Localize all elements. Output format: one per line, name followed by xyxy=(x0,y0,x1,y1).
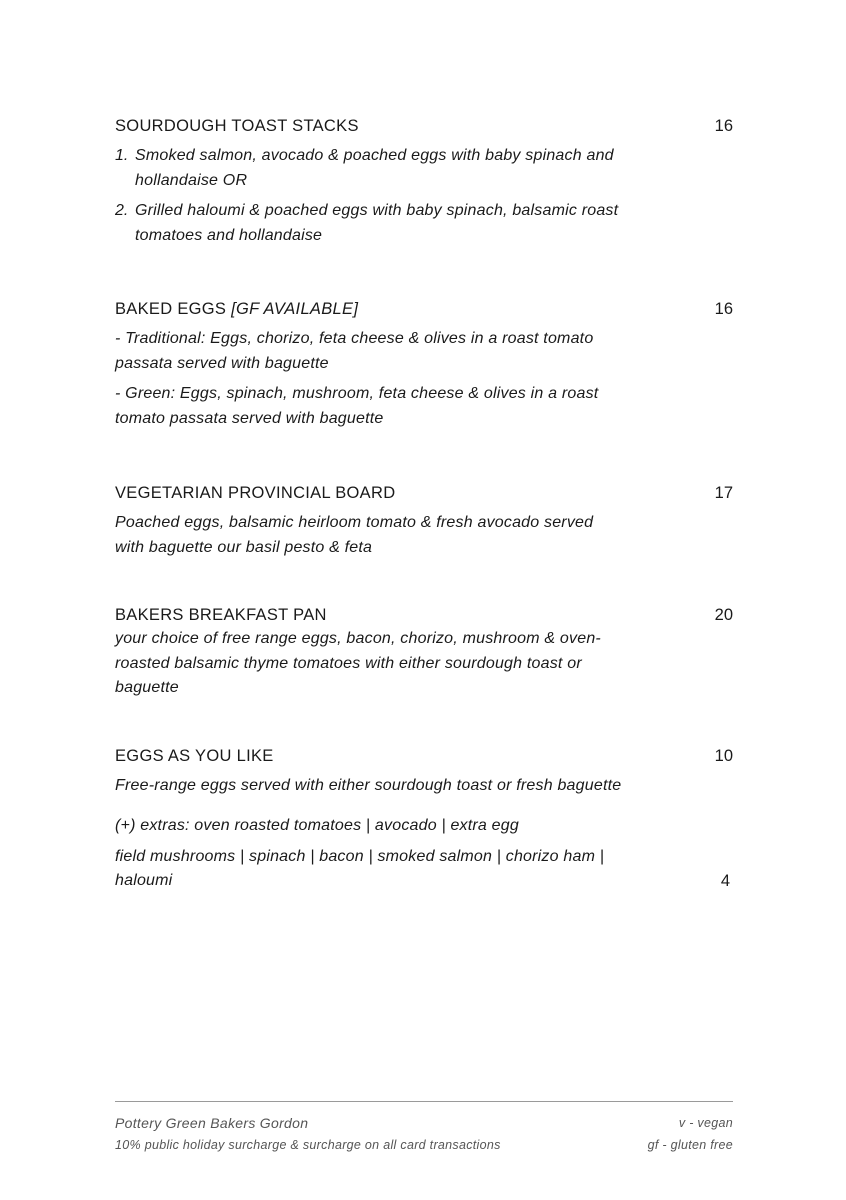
option-line xyxy=(115,199,733,248)
item-price: 20 xyxy=(714,606,733,624)
item-description: your choice of free range eggs, bacon, chorizo, mushroom & oven-roasted balsamic thyme tomatoes with either sourdough toast or baguette xyxy=(115,630,601,696)
item-title xyxy=(115,297,733,321)
item-price: 17 xyxy=(714,484,733,502)
footer xyxy=(115,1101,733,1152)
business-name: Pottery Green Bakers Gordon xyxy=(115,1115,309,1131)
item-price: 10 xyxy=(714,746,733,765)
item-title: SOURDOUGH TOAST STACKS xyxy=(115,117,359,135)
option-text: Grilled haloumi & poached eggs with baby spinach, balsamic roast tomatoes and hollandaise xyxy=(135,202,619,244)
extras-line-2: field mushrooms | spinach | bacon | smoked salmon | chorizo ham | haloumi xyxy=(115,847,605,889)
key-vegan: v - vegan xyxy=(678,1116,733,1130)
menu-item-baked-eggs xyxy=(115,297,733,431)
extras xyxy=(115,814,733,894)
option-text: - Green: Eggs, spinach, mushroom, feta cheese & olives in a roast tomato passata served with baguette xyxy=(115,385,599,427)
menu-item-vegetarian-provincial-board xyxy=(115,481,733,560)
surcharge-note: 10% public holiday surcharge & surcharge on all card transactions xyxy=(115,1138,501,1152)
item-description: Poached eggs, balsamic heirloom tomato & fresh avocado served with baguette our basil pesto & feta xyxy=(115,514,594,556)
key-gluten-free: gf - gluten free xyxy=(647,1138,733,1152)
item-title: VEGETARIAN PROVINCIAL BOARD xyxy=(115,484,396,502)
menu-item-eggs-as-you-like xyxy=(115,744,733,894)
item-title: BAKERS BREAKFAST PAN xyxy=(115,606,327,624)
item-title-text: BAKED EGGS xyxy=(115,300,227,318)
option-text: Smoked salmon, avocado & poached eggs with baby spinach and hollandaise OR xyxy=(135,147,614,189)
item-price: 16 xyxy=(714,117,733,135)
menu xyxy=(115,114,733,894)
menu-item-bakers-breakfast-pan xyxy=(115,603,733,701)
item-description: Free-range eggs served with either sourdough toast or fresh baguette xyxy=(115,776,622,794)
extras-line-1: (+) extras: oven roasted tomatoes | avocado | extra egg xyxy=(115,817,519,834)
footer-left xyxy=(115,1112,501,1156)
extras-price: 4 xyxy=(720,872,730,890)
item-tag: [GF AVAILABLE] xyxy=(231,300,359,318)
option-number: 1. xyxy=(115,147,129,164)
dietary-key xyxy=(648,1112,733,1156)
item-title: EGGS AS YOU LIKE xyxy=(115,746,274,765)
option-text: - Traditional: Eggs, chorizo, feta cheese & olives in a roast tomato passata served with baguette xyxy=(115,330,594,372)
item-price: 16 xyxy=(714,300,733,318)
menu-item-sourdough-toast-stacks xyxy=(115,114,733,248)
option-line xyxy=(115,144,733,193)
option-number: 2. xyxy=(115,202,129,219)
